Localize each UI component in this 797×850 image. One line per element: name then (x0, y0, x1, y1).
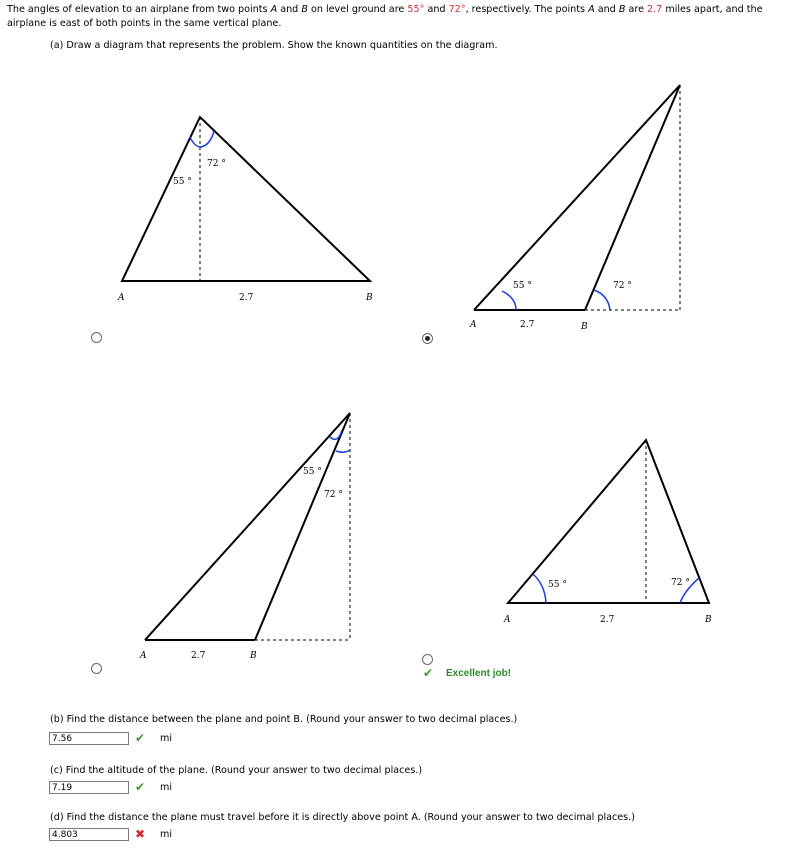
point-a-label: A (504, 615, 511, 625)
option-3-radio[interactable] (91, 663, 102, 674)
angle-label-55: 55 ° (173, 177, 192, 187)
base-length-label: 2.7 (239, 293, 254, 303)
angle-label-72: 72 ° (613, 281, 632, 291)
angle-arc-4a (533, 574, 546, 603)
angle-1-value: 55° (407, 4, 425, 15)
distance-value: 2.7 (647, 4, 663, 15)
point-b-label: B (705, 615, 712, 625)
point-b-label: B (581, 322, 588, 332)
part-a-prompt: (a) Draw a diagram that represents the problem. Show the known quantities on the diagram. (50, 40, 498, 51)
angle-label-72: 72 ° (324, 490, 343, 500)
angle-label-72: 72 ° (671, 578, 690, 588)
angle-arc-3b (336, 450, 350, 452)
option-2-radio[interactable] (422, 333, 433, 344)
base-length-label: 2.7 (191, 651, 206, 661)
hypotenuse-b-3 (255, 413, 350, 640)
angle-label-72: 72 ° (207, 159, 226, 169)
angle-arc-2b (594, 290, 610, 310)
check-icon: ✔ (423, 666, 434, 680)
part-d-answer-input[interactable]: 4.803 (49, 828, 129, 841)
option-1-radio[interactable] (91, 332, 102, 343)
feedback-message: Excellent job! (446, 668, 512, 679)
base-length-label: 2.7 (520, 320, 535, 330)
part-b-prompt: (b) Find the distance between the plane and point B. (Round your answer to two decimal places.) (50, 714, 518, 725)
angle-arc-1b (200, 131, 214, 147)
base-length-label: 2.7 (600, 615, 615, 625)
diagram-option-2[interactable] (474, 85, 680, 310)
part-c-unit: mi (160, 782, 173, 793)
triangle-1 (122, 117, 370, 281)
diagram-option-3[interactable] (145, 413, 350, 640)
point-b-label: B (301, 4, 308, 15)
angle-arc-1a (190, 137, 200, 147)
problem-statement: The angles of elevation to an airplane from two points A and B on level ground are 55° and 72°, respectively. The points A and B are 2.7 miles apart, and the airplane is east of both points in the same vertical plane. (7, 4, 763, 29)
part-b-unit: mi (160, 733, 173, 744)
point-a-label: A (270, 4, 278, 15)
cross-icon: ✖ (135, 827, 146, 841)
angle-label-55: 55 ° (548, 580, 567, 590)
hypotenuse-a-3 (145, 413, 350, 640)
problem-text: The angles of elevation to an airplane from two points (7, 4, 271, 15)
option-4-radio[interactable] (422, 654, 433, 665)
angle-label-55: 55 ° (513, 281, 532, 291)
angle-label-55: 55 ° (303, 467, 322, 477)
point-b-label: B (366, 293, 373, 303)
angle-arc-2a (502, 291, 516, 310)
part-c-prompt: (c) Find the altitude of the plane. (Round your answer to two decimal places.) (50, 765, 423, 776)
hypotenuse-b-2 (585, 85, 680, 310)
check-icon: ✔ (135, 731, 146, 745)
hypotenuse-a-2 (474, 85, 680, 310)
part-d-prompt: (d) Find the distance the plane must travel before it is directly above point A. (Round your answer to two decimal places.) (50, 812, 635, 823)
point-a-label: A (118, 293, 125, 303)
diagram-option-1[interactable] (122, 117, 370, 281)
point-a-label: A (140, 651, 147, 661)
part-c-answer-input[interactable]: 7.19 (49, 781, 129, 794)
part-b-answer-input[interactable]: 7.56 (49, 732, 129, 745)
angle-2-value: 72° (448, 4, 466, 15)
check-icon: ✔ (135, 780, 146, 794)
point-a-label: A (470, 320, 477, 330)
point-b-label: B (250, 651, 257, 661)
part-d-unit: mi (160, 829, 173, 840)
